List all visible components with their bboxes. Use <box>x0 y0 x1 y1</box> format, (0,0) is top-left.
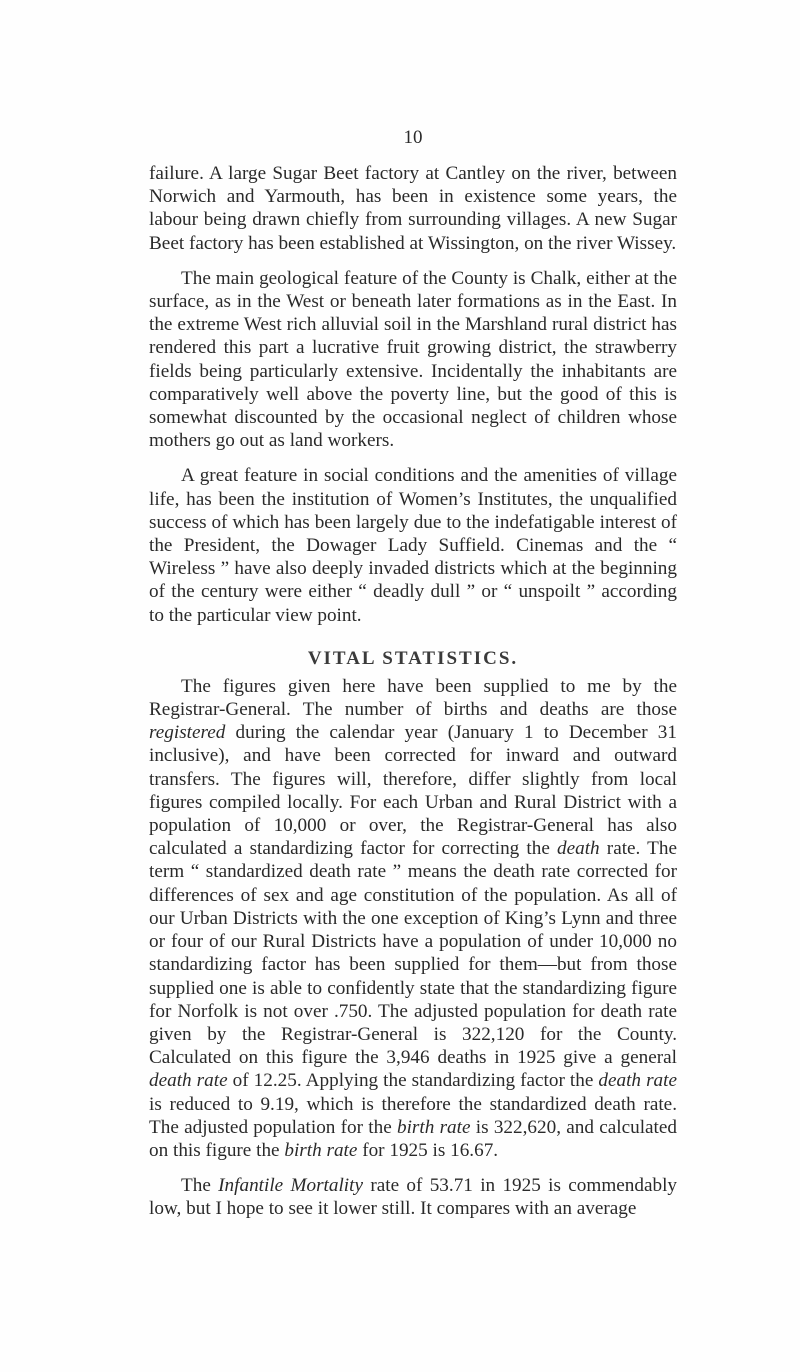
section-heading-vital-statistics: VITAL STATISTICS. <box>307 647 519 669</box>
paragraph-infantile-mortality <box>149 1174 677 1220</box>
text-run: of 12.25. Applying the standardizing factor the <box>227 1070 599 1092</box>
text-run: The figures given here have been supplied to me by the Registrar-General. The number of births and deaths are those <box>149 675 677 721</box>
emphasis-infantile-mortality: Infantile Mortality <box>218 1175 363 1197</box>
document-page <box>149 0 677 1221</box>
page-number: 10 <box>403 127 423 148</box>
emphasis-death: death <box>557 838 600 860</box>
emphasis-registered: registered <box>149 722 226 744</box>
emphasis-birth-rate: birth rate <box>397 1116 471 1138</box>
emphasis-death-rate: death rate <box>149 1070 228 1092</box>
text-run: for 1925 is 16.67. <box>357 1139 499 1161</box>
text-run: rate of 53.71 in 1925 is commendably low, but I hope to see it lower still. It compares with an average <box>149 1175 677 1220</box>
paragraph-social-conditions: A great feature in social conditions and the amenities of village life, has been the institution of Women’s Institutes, the unqualified success of which has been largely due to the indefatigable interest of the President, the Dowager Lady Suffield. Cinemas and the “ Wireless ” have also deeply invaded districts which at the beginning of the century were either “ deadly dull ” or “ unspoilt ” according to the particular view point. <box>149 465 677 626</box>
text-run: rate. The term “ standardized death rate ” means the death rate corrected for differences of sex and age constitution of the population. As all of our Urban Districts with the one exception of King’s Lynn and three or four of our Rural Districts have a population of under 10,000 no standardizing factor has been supplied for them—but from those supplied one is able to confidently state that the standardizing figure for Norfolk is not over .750. The adjusted population for death rate given by the Registrar-General is 322,120 for the County. Calculated on this figure the 3,946 deaths in 1925 give a general <box>149 838 677 1069</box>
text-run: The <box>181 1175 219 1197</box>
paragraph-vital-statistics <box>149 675 677 1162</box>
emphasis-birth-rate: birth rate <box>284 1139 358 1161</box>
paragraph-geology: The main geological feature of the County is Chalk, either at the surface, as in the West or beneath later formations as in the East. In the extreme West rich alluvial soil in the Marshland rural district has rendered this part a lucrative fruit growing district, the strawberry fields being particularly extensive. Incidentally the inhabitants are comparatively well above the poverty line, but the good of this is somewhat discounted by the occasional neglect of children whose mothers go out as land workers. <box>149 267 677 452</box>
text-run: during the calendar year (January 1 to December 31 inclusive), and have been corrected for inward and outward transfers. The figures will, therefore, differ slightly from local figures compiled locally. For each Urban and Rural District with a population of 10,000 or over, the Registrar-General has also calculated a standardizing factor for correcting the <box>149 722 677 860</box>
paragraph-sugar-beet: failure. A large Sugar Beet factory at Cantley on the river, between Norwich and Yarmouth, has been in existence some years, the labour being drawn chiefly from surrounding villages. A new Sugar Beet factory has been established at Wissington, on the river Wissey. <box>149 163 677 254</box>
text-run: is reduced to 9.19, which is therefore the standardized death rate. The adjusted population for the <box>149 1093 677 1138</box>
emphasis-death-rate: death rate <box>598 1070 677 1092</box>
text-run: is 322,620, and calculated on this figure the <box>149 1116 677 1161</box>
